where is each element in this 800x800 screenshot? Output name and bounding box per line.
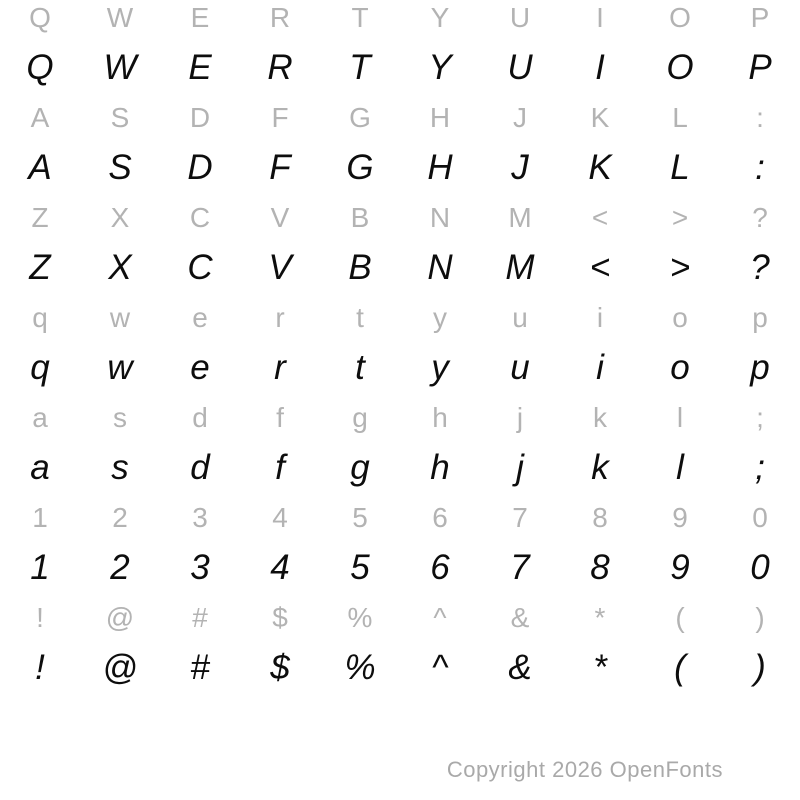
glyph-reference-cell: W (106, 2, 134, 33)
glyph-specimen-cell: y (431, 348, 449, 387)
glyph-reference-cell: 0 (752, 502, 768, 533)
glyph-reference-cell: B (350, 202, 370, 233)
glyph-specimen-cell: & (508, 648, 532, 687)
glyph-specimen-cell: F (269, 148, 291, 187)
glyph-reference-cell: y (433, 302, 447, 333)
glyph-reference-cell: Y (430, 2, 450, 33)
glyph-specimen-cell: 9 (670, 548, 690, 587)
glyph-specimen-cell: R (267, 48, 293, 87)
glyph-reference-cell: 1 (32, 502, 48, 533)
glyph-reference-cell: < (591, 202, 609, 233)
glyph-row-reference (0, 393, 800, 443)
glyph-specimen-cell: P (748, 48, 772, 87)
glyph-specimen-cell: w (107, 348, 133, 387)
glyph-specimen-cell: * (593, 648, 607, 687)
glyph-reference-cell: L (672, 102, 688, 133)
glyph-specimen-cell: ( (674, 648, 686, 687)
glyph-reference-cell: U (509, 2, 531, 33)
glyph-reference-cell: @ (105, 602, 135, 633)
glyph-reference-cell: j (516, 402, 524, 433)
glyph-specimen-cell: Z (29, 248, 51, 287)
glyph-reference-cell: V (270, 202, 290, 233)
glyph-reference-cell: % (347, 602, 373, 633)
glyph-reference-cell: ^ (433, 602, 447, 633)
glyph-specimen-cell: p (750, 348, 770, 387)
glyph-row-specimen (0, 643, 800, 693)
glyph-specimen-cell: ! (35, 648, 45, 687)
glyph-reference-cell: u (512, 302, 528, 333)
glyph-specimen-cell: S (108, 148, 132, 187)
glyph-row-specimen (0, 343, 800, 393)
glyph-specimen-cell: > (669, 248, 691, 287)
glyph-specimen-cell: Y (428, 48, 452, 87)
glyph-specimen-cell: ) (754, 648, 766, 687)
glyph-row-specimen (0, 543, 800, 593)
glyph-specimen-cell: 7 (510, 548, 530, 587)
glyph-reference-cell: r (275, 302, 285, 333)
glyph-reference-cell: l (676, 402, 684, 433)
glyph-row-specimen (0, 243, 800, 293)
glyph-reference-cell: Q (29, 2, 51, 33)
glyph-reference-cell: T (351, 2, 369, 33)
glyph-reference-cell: q (32, 302, 48, 333)
glyph-reference-cell: ? (752, 202, 768, 233)
glyph-specimen-cell: r (274, 348, 286, 387)
glyph-specimen-cell: 4 (270, 548, 290, 587)
glyph-specimen-cell: l (676, 448, 684, 487)
glyph-reference-cell: o (672, 302, 688, 333)
glyph-reference-cell: $ (272, 602, 288, 633)
glyph-reference-cell: J (513, 102, 527, 133)
glyph-specimen-cell: 5 (350, 548, 370, 587)
glyph-reference-cell: 6 (432, 502, 448, 533)
glyph-specimen-cell: 8 (590, 548, 610, 587)
glyph-reference-cell: I (596, 2, 604, 33)
glyph-specimen-cell: M (505, 248, 535, 287)
glyph-specimen-cell: I (595, 48, 605, 87)
glyph-specimen-cell: ? (750, 248, 770, 287)
glyph-reference-cell: 9 (672, 502, 688, 533)
glyph-reference-cell: d (192, 402, 208, 433)
glyph-specimen-cell: A (28, 148, 52, 187)
glyph-specimen-cell: s (111, 448, 129, 487)
glyph-specimen-cell: k (591, 448, 609, 487)
glyph-specimen-cell: 6 (430, 548, 450, 587)
glyph-reference-cell: 3 (192, 502, 208, 533)
glyph-specimen-cell: X (108, 248, 132, 287)
glyph-row-specimen (0, 143, 800, 193)
glyph-specimen-cell: g (350, 448, 370, 487)
glyph-row-reference (0, 193, 800, 243)
glyph-specimen-cell: U (507, 48, 533, 87)
glyph-specimen-cell: K (588, 148, 612, 187)
glyph-specimen-cell: a (30, 448, 50, 487)
glyph-specimen-cell: 1 (30, 548, 50, 587)
glyph-specimen-cell: u (510, 348, 530, 387)
glyph-specimen-cell: N (427, 248, 453, 287)
glyph-reference-cell: ( (675, 602, 685, 633)
glyph-reference-cell: 8 (592, 502, 608, 533)
glyph-reference-cell: t (356, 302, 364, 333)
glyph-specimen-cell: e (190, 348, 210, 387)
glyph-reference-cell: C (189, 202, 211, 233)
glyph-reference-cell: f (276, 402, 284, 433)
glyph-specimen-cell: < (589, 248, 611, 287)
glyph-specimen-cell: ; (755, 448, 765, 487)
glyph-reference-cell: P (750, 2, 770, 33)
glyph-reference-cell: e (192, 302, 208, 333)
glyph-row-specimen (0, 443, 800, 493)
glyph-reference-cell: ; (756, 402, 764, 433)
glyph-specimen-cell: : (755, 148, 765, 187)
glyph-specimen-cell: J (511, 148, 529, 187)
glyph-specimen-cell: O (666, 48, 694, 87)
glyph-reference-cell: 7 (512, 502, 528, 533)
glyph-reference-cell: 5 (352, 502, 368, 533)
glyph-specimen-cell: ^ (431, 648, 449, 687)
glyph-reference-cell: * (594, 602, 606, 633)
glyph-reference-cell: K (590, 102, 610, 133)
glyph-specimen-cell: h (430, 448, 450, 487)
glyph-specimen-cell: d (190, 448, 210, 487)
glyph-specimen-cell: D (187, 148, 213, 187)
glyph-specimen-cell: o (670, 348, 690, 387)
glyph-specimen-cell: i (596, 348, 604, 387)
glyph-specimen-cell: q (30, 348, 50, 387)
glyph-row-specimen (0, 43, 800, 93)
glyph-reference-cell: D (189, 102, 211, 133)
glyph-reference-cell: R (269, 2, 291, 33)
glyph-reference-cell: X (110, 202, 130, 233)
glyph-specimen-cell: @ (102, 648, 138, 687)
glyph-row-reference (0, 293, 800, 343)
glyph-specimen-cell: j (516, 448, 524, 487)
glyph-reference-cell: s (113, 402, 127, 433)
glyph-reference-cell: k (593, 402, 607, 433)
glyph-row-reference (0, 93, 800, 143)
glyph-specimen-cell: f (275, 448, 285, 487)
glyph-specimen-cell: 0 (750, 548, 770, 587)
glyph-specimen-cell: W (103, 48, 137, 87)
glyph-reference-cell: 2 (112, 502, 128, 533)
glyph-reference-cell: h (432, 402, 448, 433)
glyph-reference-cell: p (752, 302, 768, 333)
glyph-reference-cell: g (352, 402, 368, 433)
glyph-specimen-cell: C (187, 248, 213, 287)
glyph-specimen-cell: E (188, 48, 212, 87)
glyph-reference-cell: N (429, 202, 451, 233)
glyph-specimen-cell: 3 (190, 548, 210, 587)
glyph-specimen-cell: Q (26, 48, 54, 87)
glyph-row-reference (0, 493, 800, 543)
glyph-specimen-cell: H (427, 148, 453, 187)
copyright-text: Copyright 2026 OpenFonts (446, 757, 723, 782)
glyph-reference-cell: G (349, 102, 371, 133)
glyph-specimen-cell: $ (270, 648, 290, 687)
glyph-reference-cell: w (109, 302, 131, 333)
glyph-reference-cell: F (271, 102, 289, 133)
glyph-reference-cell: E (190, 2, 210, 33)
glyph-reference-cell: ! (36, 602, 44, 633)
glyph-reference-cell: & (510, 602, 530, 633)
glyph-reference-cell: A (30, 102, 50, 133)
glyph-row-reference (0, 593, 800, 643)
glyph-specimen-cell: L (670, 148, 690, 187)
glyph-specimen-cell: t (355, 348, 365, 387)
glyph-reference-cell: : (756, 102, 764, 133)
glyph-reference-cell: ) (755, 602, 765, 633)
glyph-reference-cell: H (429, 102, 451, 133)
glyph-row-reference (0, 0, 800, 43)
glyph-specimen-cell: % (344, 648, 376, 687)
glyph-specimen-cell: # (190, 648, 210, 687)
glyph-specimen-cell: G (346, 148, 374, 187)
glyph-specimen-cell: 2 (110, 548, 130, 587)
glyph-reference-cell: > (671, 202, 689, 233)
glyph-reference-cell: M (508, 202, 532, 233)
glyph-reference-cell: 4 (272, 502, 288, 533)
glyph-reference-cell: Z (31, 202, 49, 233)
glyph-specimen-cell: B (348, 248, 372, 287)
glyph-specimen-cell: T (349, 48, 371, 87)
glyph-specimen-cell: V (268, 248, 292, 287)
glyph-reference-cell: O (669, 2, 691, 33)
glyph-reference-cell: S (110, 102, 130, 133)
glyph-reference-cell: a (32, 402, 48, 433)
glyph-reference-cell: i (596, 302, 604, 333)
glyph-reference-cell: # (192, 602, 208, 633)
